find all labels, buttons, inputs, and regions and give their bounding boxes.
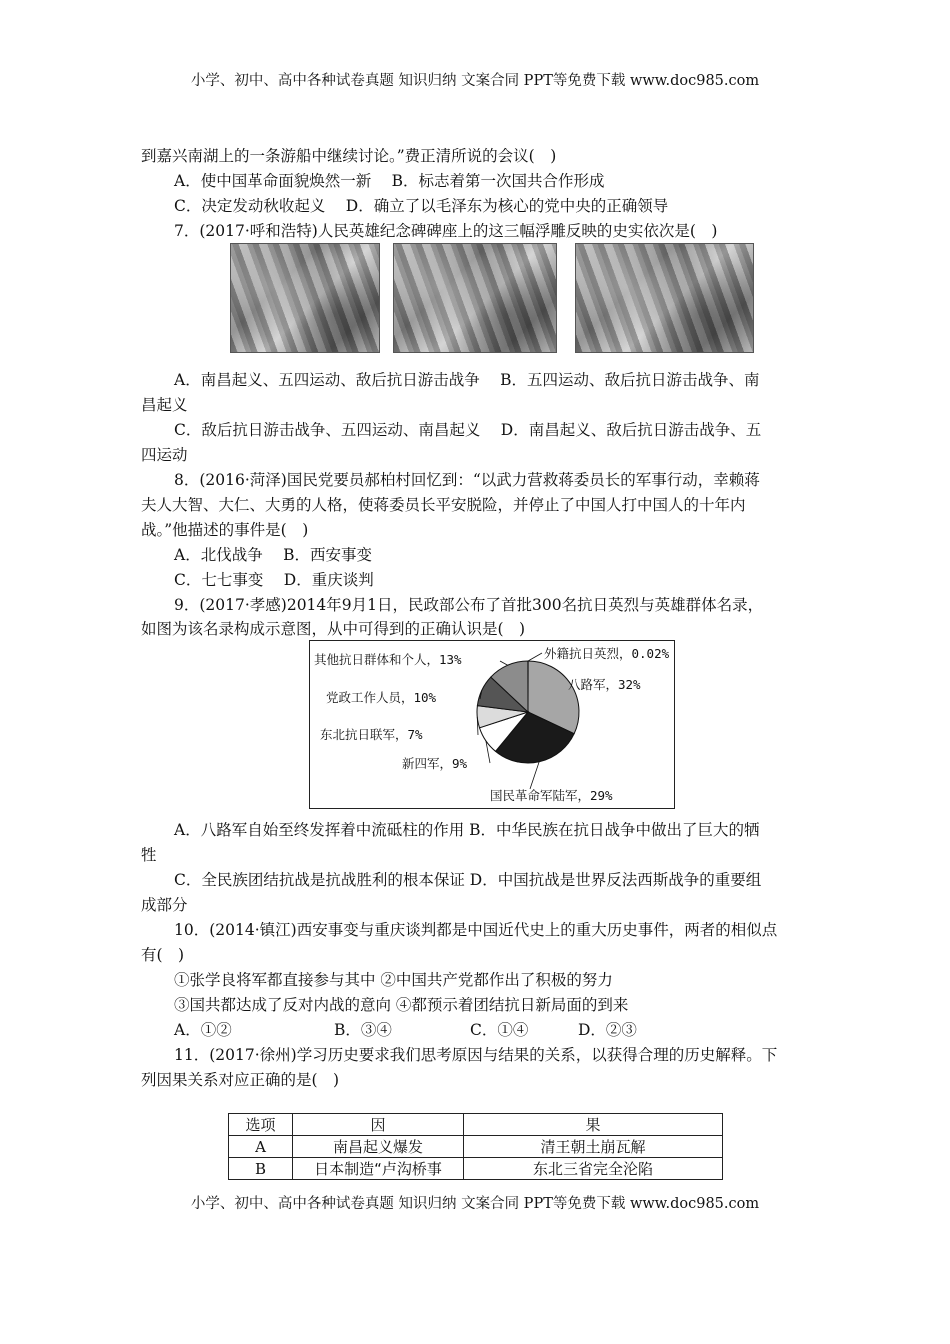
option-b: B．③④ <box>334 1021 392 1039</box>
table-cell: B <box>229 1158 293 1180</box>
table-header-row <box>229 1114 723 1136</box>
question-8: 8．(2016·菏泽)国民党要员郝柏村回忆到：“以武力营救蒋委员长的军事行动，幸赖蒋 <box>174 471 760 489</box>
relief-photo-3 <box>575 243 754 353</box>
question-9: 9．(2017·孝感)2014年9月1日，民政部公布了首批300名抗日英烈与英雄群体名录， <box>174 596 764 614</box>
table-cell: 日本制造“卢沟桥事 <box>293 1158 464 1180</box>
page-footer: 小学、初中、高中各种试卷真题 知识归纳 文案合同 PPT等免费下载 www.doc985.com <box>190 1196 760 1212</box>
pie-chart-svg <box>310 641 674 808</box>
table-row <box>229 1136 723 1158</box>
table-cell: 清王朝土崩瓦解 <box>464 1136 723 1158</box>
table-cell: 南昌起义爆发 <box>293 1136 464 1158</box>
question-7: 7．(2017·呼和浩特)人民英雄纪念碑碑座上的这三幅浮雕反映的史实依次是( ) <box>174 222 718 240</box>
text-line: 战。”他描述的事件是( ) <box>141 521 309 539</box>
slice-label-other-groups: 其他抗日群体和个人，13% <box>314 652 462 667</box>
text-line: 夫人大智、大仁、大勇的人格，使蒋委员长平安脱险，并停止了中国人打中国人的十年内 <box>141 496 746 514</box>
text-line: 昌起义 <box>141 396 188 414</box>
question-11: 11．(2017·徐州)学习历史要求我们思考原因与结果的关系，以获得合理的历史解释。下 <box>174 1046 778 1064</box>
text-line: 牲 <box>141 846 157 864</box>
slice-label-new-fourth-army: 新四军，9% <box>402 756 468 771</box>
option-line: C．敌后抗日游击战争、五四运动、南昌起义 D．南昌起义、敌后抗日游击战争、五 <box>174 421 762 439</box>
text-line: 到嘉兴南湖上的一条游船中继续讨论。”费正清所说的会议( ) <box>141 147 557 165</box>
slice-label-party-government-staff: 党政工作人员，10% <box>326 690 437 705</box>
slice-label-northeast-anti-japanese-army: 东北抗日联军，7% <box>320 727 423 742</box>
table-header-cell: 因 <box>293 1114 464 1136</box>
table-cell: 东北三省完全沦陷 <box>464 1158 723 1180</box>
option-line: A．使中国革命面貌焕然一新 B．标志着第一次国共合作形成 <box>174 172 605 190</box>
option-line: A．八路军自始至终发挥着中流砥柱的作用 B．中华民族在抗日战争中做出了巨大的牺 <box>174 821 760 839</box>
cause-effect-table <box>228 1113 723 1180</box>
slice-label-eighth-route-army: 八路军，32% <box>568 677 641 692</box>
option-line: C．全民族团结抗战是抗战胜利的根本保证 D．中国抗战是世界反法西斯战争的重要组 <box>174 871 762 889</box>
option-a: A．①② <box>174 1021 232 1039</box>
table-cell: A <box>229 1136 293 1158</box>
text-line: 列因果关系对应正确的是( ) <box>141 1071 340 1089</box>
text-line: 四运动 <box>141 446 188 464</box>
slice-label-nationalist-army: 国民革命军陆军，29% <box>490 788 613 803</box>
table-header-cell: 果 <box>464 1114 723 1136</box>
leader-line-foreign-martyrs <box>528 653 542 661</box>
option-line: A．南昌起义、五四运动、敌后抗日游击战争 B．五四运动、敌后抗日游击战争、南 <box>174 371 760 389</box>
question-10: 10．(2014·镇江)西安事变与重庆谈判都是中国近代史上的重大历史事件，两者的相似点 <box>174 921 778 939</box>
page-header: 小学、初中、高中各种试卷真题 知识归纳 文案合同 PPT等免费下载 www.doc985.com <box>190 73 760 89</box>
relief-photo-2 <box>393 243 557 353</box>
table-header-cell: 选项 <box>229 1114 293 1136</box>
option-line: A．北伐战争 B．西安事变 <box>174 546 373 564</box>
slice-label-foreign-martyrs: 外籍抗日英烈，0.02% <box>544 646 670 661</box>
option-line: C．七七事变 D．重庆谈判 <box>174 571 374 589</box>
option-d: D．②③ <box>578 1021 637 1039</box>
text-line: 如图为该名录构成示意图，从中可得到的正确认识是( ) <box>141 620 526 638</box>
statement-line: ③国共都达成了反对内战的意向 ④都预示着团结抗日新局面的到来 <box>174 996 629 1014</box>
option-c: C．①④ <box>470 1021 529 1039</box>
statement-line: ①张学良将军都直接参与其中 ②中国共产党都作出了积极的努力 <box>174 971 613 989</box>
text-line: 有( ) <box>141 946 185 964</box>
option-line: C．决定发动秋收起义 D．确立了以毛泽东为核心的党中央的正确领导 <box>174 197 669 215</box>
pie-chart <box>309 640 675 809</box>
table-row <box>229 1158 723 1180</box>
leader-line-nationalist-army <box>530 762 539 789</box>
text-line: 成部分 <box>141 896 188 914</box>
leader-line-other-groups <box>500 661 508 665</box>
relief-photo-1 <box>230 243 380 353</box>
